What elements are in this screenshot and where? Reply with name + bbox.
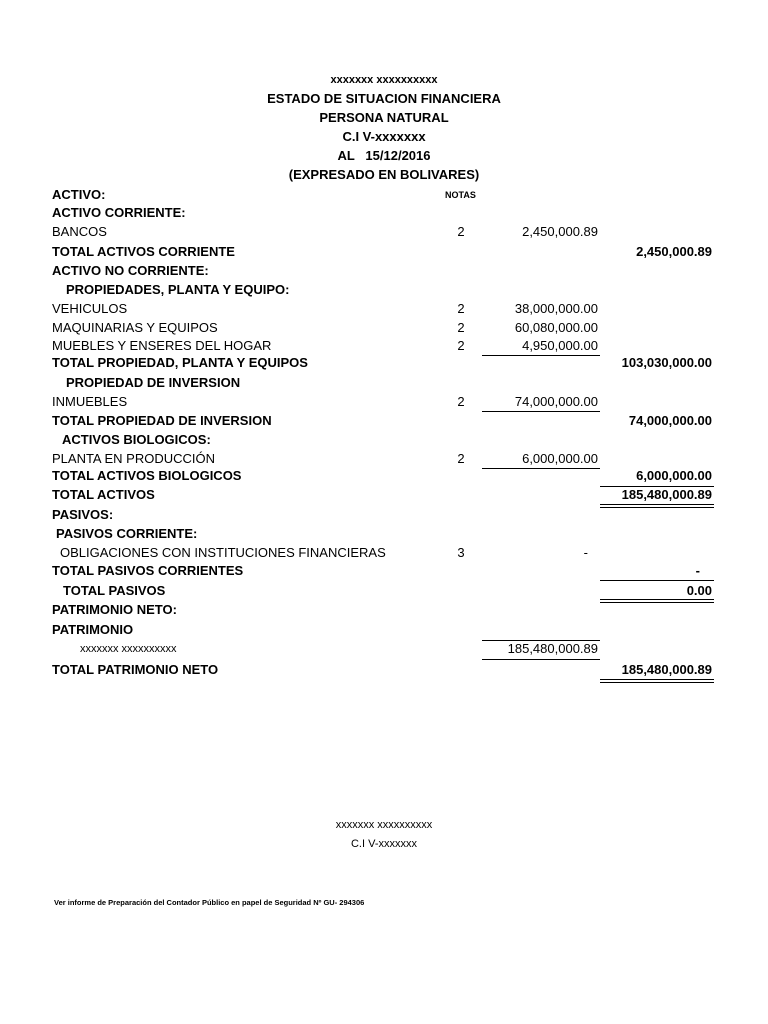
subsection-label: PROPIEDADES, PLANTA Y EQUIPO:: [66, 282, 290, 297]
item-nota: 2: [457, 338, 465, 353]
total-activos: [0, 486, 768, 504]
item-label: xxxxxxx xxxxxxxxxx: [80, 643, 177, 655]
section-label: PASIVOS CORRIENTE:: [56, 526, 198, 541]
total-label: TOTAL ACTIVOS BIOLOGICOS: [52, 468, 242, 483]
total-label: TOTAL PROPIEDAD DE INVERSION: [52, 413, 272, 428]
item-label: VEHICULOS: [52, 301, 128, 316]
signature-ci: C.I V-xxxxxxx: [350, 838, 417, 850]
section-pasivos-corriente: [0, 525, 768, 543]
section-pasivos: [0, 506, 768, 524]
total-label: TOTAL ACTIVOS: [52, 487, 155, 502]
total-pasivos: [0, 582, 768, 600]
subsection-prop-inversion: [0, 374, 768, 392]
item-nota: 2: [457, 451, 465, 466]
section-label: ACTIVO CORRIENTE:: [52, 205, 186, 220]
item-nota: 2: [457, 394, 465, 409]
total-amount: 6,000,000.00: [636, 468, 712, 483]
item-amount: 38,000,000.00: [514, 301, 598, 316]
company-name: xxxxxxx xxxxxxxxxx: [330, 74, 438, 86]
double-underline-top: [600, 504, 714, 505]
section-label: PATRIMONIO NETO:: [52, 602, 177, 617]
subtotal-underline: [482, 659, 600, 660]
signature-name: xxxxxxx xxxxxxxxxx: [335, 819, 433, 831]
total-prop-inversion: [0, 412, 768, 430]
total-amount: -: [695, 563, 700, 578]
total-amount: 0.00: [686, 583, 712, 598]
item-label: PLANTA EN PRODUCCIÓN: [52, 451, 216, 466]
section-patrimonio: [0, 621, 768, 639]
item-amount: 60,080,000.00: [514, 320, 598, 335]
item-label: OBLIGACIONES CON INSTITUCIONES FINANCIERAS: [60, 545, 386, 560]
total-amount: 185,480,000.89: [621, 487, 712, 502]
line-item-planta: [0, 450, 768, 468]
item-amount: 185,480,000.89: [507, 641, 598, 656]
section-label: ACTIVO NO CORRIENTE:: [52, 263, 209, 278]
item-nota: 2: [457, 320, 465, 335]
section-activo-no-corriente: [0, 262, 768, 280]
section-label: ACTIVO:: [52, 187, 106, 202]
total-label: TOTAL PATRIMONIO NETO: [52, 662, 219, 677]
double-underline-top: [600, 679, 714, 680]
line-item-titular: [0, 640, 768, 658]
total-amount: 185,480,000.89: [621, 662, 712, 677]
total-label: TOTAL PROPIEDAD, PLANTA Y EQUIPOS: [52, 355, 308, 370]
item-amount: 6,000,000.00: [522, 451, 598, 466]
item-label: INMUEBLES: [52, 394, 128, 409]
item-label: BANCOS: [52, 224, 107, 239]
item-nota: 2: [457, 301, 465, 316]
line-item-inmuebles: [0, 393, 768, 411]
statement-ci: C.I V-xxxxxxx: [342, 129, 426, 144]
line-item-obligaciones: [0, 544, 768, 562]
line-item-vehiculos: [0, 300, 768, 318]
line-item-maquinarias: [0, 319, 768, 337]
subsection-label: ACTIVOS BIOLOGICOS:: [62, 432, 211, 447]
notas-column-header: NOTAS: [445, 190, 476, 200]
item-nota: 2: [457, 224, 465, 239]
item-amount: -: [583, 545, 588, 560]
statement-date: AL 15/12/2016: [337, 148, 431, 163]
item-amount: 74,000,000.00: [514, 394, 598, 409]
subsection-label: PROPIEDAD DE INVERSION: [66, 375, 241, 390]
total-amount: 103,030,000.00: [621, 355, 712, 370]
item-nota: 3: [457, 545, 465, 560]
double-underline-bottom: [600, 682, 714, 683]
section-patrimonio-neto: [0, 601, 768, 619]
subsection-activos-biologicos: [0, 431, 768, 449]
total-label: TOTAL PASIVOS CORRIENTES: [52, 563, 244, 578]
footer-note: Ver informe de Preparación del Contador Público en papel de Seguridad Nº GU- 294306: [54, 898, 365, 907]
total-activos-corriente: [0, 243, 768, 261]
total-label: TOTAL ACTIVOS CORRIENTE: [52, 244, 235, 259]
subsection-ppe: [0, 281, 768, 299]
total-pasivos-corrientes: [0, 562, 768, 580]
section-label: PASIVOS:: [52, 507, 114, 522]
line-item-bancos: [0, 223, 768, 241]
total-label: TOTAL PASIVOS: [63, 583, 166, 598]
statement-subtitle: PERSONA NATURAL: [319, 110, 449, 125]
statement-currency: (EXPRESADO EN BOLIVARES): [288, 167, 480, 182]
total-amount: 74,000,000.00: [628, 413, 712, 428]
item-label: MAQUINARIAS Y EQUIPOS: [52, 320, 218, 335]
item-amount: 2,450,000.89: [522, 224, 598, 239]
item-label: MUEBLES Y ENSERES DEL HOGAR: [52, 338, 272, 353]
double-underline-top: [600, 599, 714, 600]
item-amount: 4,950,000.00: [522, 338, 598, 353]
total-ppe: [0, 354, 768, 372]
section-activo: [0, 186, 768, 204]
total-patrimonio-neto: [0, 661, 768, 679]
total-activos-biologicos: [0, 467, 768, 485]
line-item-muebles: [0, 337, 768, 355]
section-label: PATRIMONIO: [52, 622, 134, 637]
section-activo-corriente: [0, 204, 768, 222]
total-amount: 2,450,000.89: [636, 244, 712, 259]
statement-title: ESTADO DE SITUACION FINANCIERA: [267, 91, 501, 106]
total-underline: [600, 580, 714, 581]
